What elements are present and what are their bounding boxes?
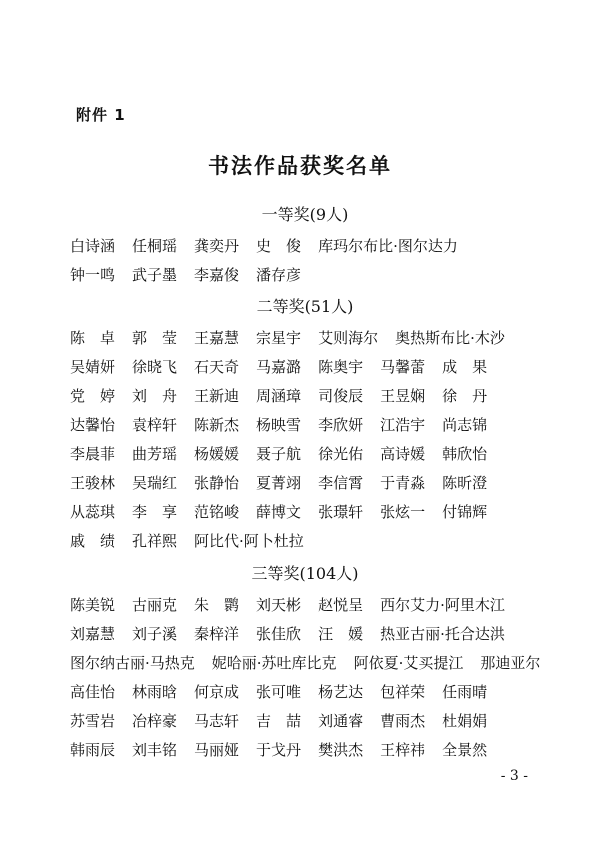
winner-name: 薛博文	[256, 503, 302, 521]
winner-name: 赵悦呈	[318, 596, 364, 614]
winner-name: 孔祥熙	[132, 532, 178, 550]
winner-name: 夏菁翊	[256, 474, 302, 492]
winner-name: 刘 舟	[132, 387, 178, 405]
winner-name: 宗星宇	[256, 329, 302, 347]
winner-name: 苏雪岩	[70, 712, 116, 730]
winner-name: 王骏林	[70, 474, 116, 492]
winner-name: 徐 丹	[442, 387, 488, 405]
winner-name: 张璟轩	[318, 503, 364, 521]
winner-name: 西尔艾力·阿里木江	[380, 596, 505, 614]
name-row	[70, 591, 540, 620]
winner-name: 白诗涵	[70, 237, 116, 255]
name-row	[70, 324, 540, 353]
winner-name: 包祥荣	[380, 683, 426, 701]
winner-name: 于戈丹	[256, 741, 302, 759]
winner-name: 妮哈丽·苏吐库比克	[211, 654, 337, 672]
winner-name: 陈 卓	[70, 329, 116, 347]
winner-name: 韩雨辰	[70, 741, 116, 759]
winner-name: 刘天彬	[256, 596, 302, 614]
winner-name: 达馨怡	[70, 416, 116, 434]
winner-name: 热亚古丽·托合达洪	[380, 625, 505, 643]
winner-name: 樊洪杰	[318, 741, 364, 759]
first-prize-section	[70, 198, 540, 290]
winner-name: 于青淼	[380, 474, 426, 492]
winner-name: 全景然	[442, 741, 488, 759]
winner-name: 潘存彦	[256, 266, 302, 284]
winner-name: 李晨菲	[70, 445, 116, 463]
winner-name: 刘丰铭	[132, 741, 178, 759]
first-prize-heading: 一等奖(9人)	[261, 205, 349, 224]
winner-name: 朱 鹮	[194, 596, 240, 614]
winner-name: 徐光佑	[318, 445, 364, 463]
winner-name: 汪 媛	[318, 625, 364, 643]
winner-name: 李嘉俊	[194, 266, 240, 284]
name-row	[70, 232, 540, 261]
winner-name: 袁梓轩	[132, 416, 178, 434]
winner-name: 马志轩	[194, 712, 240, 730]
page-number: - 3 -	[500, 768, 528, 784]
winner-name: 图尔纳古丽·马热克	[70, 654, 195, 672]
document-title: 书法作品获奖名单	[208, 153, 392, 178]
winner-name: 成 果	[442, 358, 488, 376]
winner-name: 杨映雪	[256, 416, 302, 434]
winner-name: 郭 莹	[132, 329, 178, 347]
winner-name: 刘嘉慧	[70, 625, 116, 643]
winner-name: 张炫一	[380, 503, 426, 521]
winner-name: 何京成	[194, 683, 240, 701]
winner-name: 陈奥宇	[318, 358, 364, 376]
winner-name: 史 俊	[256, 237, 302, 255]
name-row	[70, 736, 540, 765]
winner-name: 马丽娅	[194, 741, 240, 759]
winner-name: 阿比代·阿卜杜拉	[194, 532, 304, 550]
winner-name: 王新迪	[194, 387, 240, 405]
winner-name: 曹雨杰	[380, 712, 426, 730]
winner-name: 高佳怡	[70, 683, 116, 701]
winner-name: 马馨蕾	[380, 358, 426, 376]
attachment-label: 附件 1	[76, 106, 126, 124]
winner-name: 任雨晴	[442, 683, 488, 701]
winner-name: 张佳欣	[256, 625, 302, 643]
winner-name: 那迪亚尔	[480, 654, 541, 672]
winner-name: 吉 喆	[256, 712, 302, 730]
winner-name: 古丽克	[132, 596, 178, 614]
winner-name: 周涵璋	[256, 387, 302, 405]
name-row	[70, 353, 540, 382]
winner-name: 韩欣怡	[442, 445, 488, 463]
name-row	[70, 527, 540, 556]
winner-name: 秦梓洋	[194, 625, 240, 643]
winner-name: 奥热斯布比·木沙	[395, 329, 505, 347]
winner-name: 从蕊琪	[70, 503, 116, 521]
winner-name: 范铭峻	[194, 503, 240, 521]
winner-name: 杨媛媛	[194, 445, 240, 463]
winner-name: 刘子溪	[132, 625, 178, 643]
winner-name: 江浩宇	[380, 416, 426, 434]
winner-name: 钟一鸣	[70, 266, 116, 284]
winner-name: 李欣妍	[318, 416, 364, 434]
winner-name: 库玛尔布比·图尔达力	[318, 237, 458, 255]
winner-name: 尚志锦	[442, 416, 488, 434]
winner-name: 吴瑞红	[132, 474, 178, 492]
winner-name: 王嘉慧	[194, 329, 240, 347]
winner-name: 戚 绩	[70, 532, 116, 550]
name-row	[70, 678, 540, 707]
name-row	[70, 707, 540, 736]
name-row	[70, 469, 540, 498]
winner-name: 武子墨	[132, 266, 178, 284]
name-row	[70, 382, 540, 411]
winner-name: 党 婷	[70, 387, 116, 405]
winner-name: 陈新杰	[194, 416, 240, 434]
winner-name: 刘通睿	[318, 712, 364, 730]
winner-name: 高诗媛	[380, 445, 426, 463]
winner-name: 曲芳瑶	[132, 445, 178, 463]
third-prize-section	[70, 557, 540, 765]
winner-name: 徐晓飞	[132, 358, 178, 376]
winner-name: 艾则海尔	[318, 329, 379, 347]
name-row	[70, 411, 540, 440]
winner-name: 司俊辰	[318, 387, 364, 405]
name-row	[70, 620, 540, 649]
winner-name: 石天奇	[194, 358, 240, 376]
winner-name: 杜娟娟	[442, 712, 488, 730]
winner-name: 王梓祎	[380, 741, 426, 759]
third-prize-heading: 三等奖(104人)	[251, 564, 359, 583]
winner-name: 李信霄	[318, 474, 364, 492]
name-row	[70, 498, 540, 527]
name-row	[70, 440, 540, 469]
winner-name: 林雨晗	[132, 683, 178, 701]
winner-name: 吴婧妍	[70, 358, 116, 376]
winner-name: 龚奕丹	[194, 237, 240, 255]
second-prize-section	[70, 290, 540, 556]
winner-name: 任桐瑶	[132, 237, 178, 255]
name-row	[70, 649, 540, 678]
second-prize-heading: 二等奖(51人)	[256, 297, 354, 316]
winner-name: 张可唯	[256, 683, 302, 701]
winner-name: 冶梓豪	[132, 712, 178, 730]
winner-name: 杨艺达	[318, 683, 364, 701]
winner-name: 马嘉潞	[256, 358, 302, 376]
winner-name: 李 享	[132, 503, 178, 521]
winner-name: 陈昕澄	[442, 474, 488, 492]
winner-name: 付锦辉	[442, 503, 488, 521]
winner-name: 聂子航	[256, 445, 302, 463]
winner-name: 王昱娴	[380, 387, 426, 405]
winner-name: 张静怡	[194, 474, 240, 492]
winner-name: 陈美锐	[70, 596, 116, 614]
name-row	[70, 261, 540, 290]
winner-name: 阿依夏·艾买提江	[353, 654, 464, 672]
